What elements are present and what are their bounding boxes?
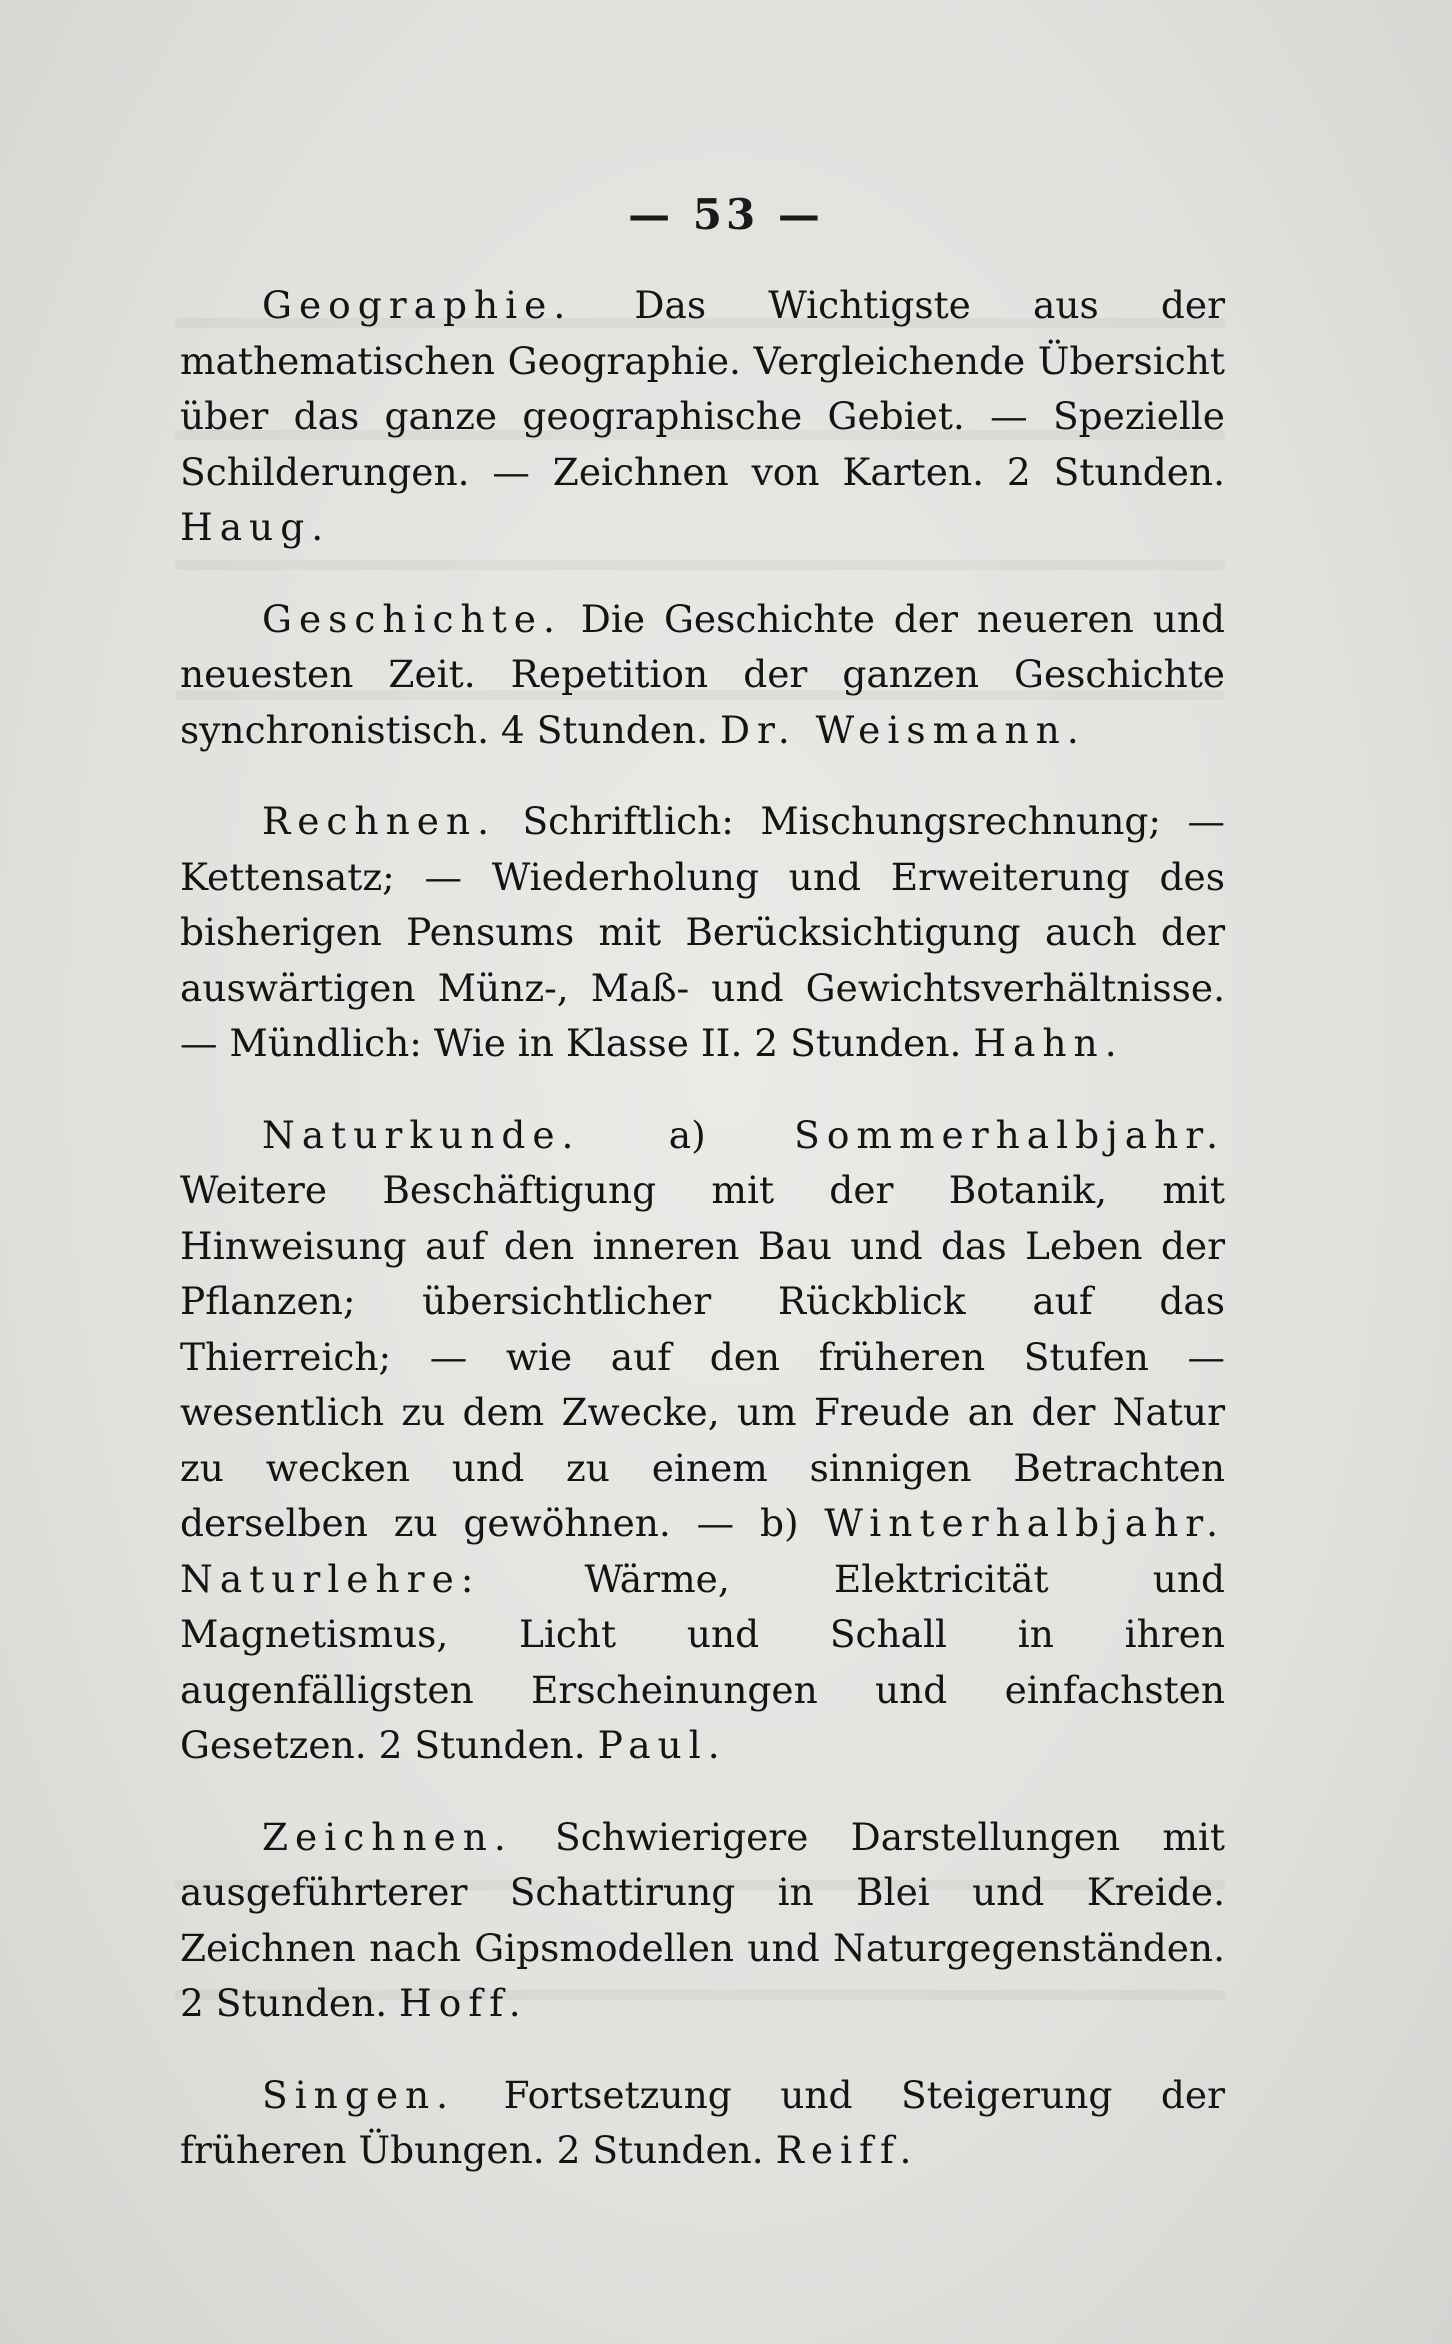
section-heading: Geschichte. xyxy=(262,596,562,641)
teacher-name: Dr. Weismann. xyxy=(719,707,1086,752)
section-rechnen xyxy=(180,794,1225,1072)
section-heading: Rechnen. xyxy=(262,799,496,843)
part-a-label: a) xyxy=(668,1112,706,1157)
teacher-name: Hoff. xyxy=(399,1981,528,2025)
section-body: Fortsetzung und Steigerung der früheren Übungen. 2 Stunden. xyxy=(180,2072,1226,2172)
part-b-body: Wärme, Elektricität und Magnetismus, Licht und Schall in ihren augenfälligsten Erscheinungen und einfachsten Gesetzen. 2 Stunden. xyxy=(180,1556,1226,1767)
teacher-name: Reiff. xyxy=(775,2128,919,2172)
page-number: — 53 — xyxy=(628,190,824,239)
section-zeichnen xyxy=(180,1810,1225,2032)
section-body: Schriftlich: Mischungsrechnung; — Kettensatz; — Wiederholung und Erweiterung des bisherigen Pensums mit Berücksichtigung auch der auswärtigen Münz-, Maß- und Gewichtsverhältnisse. — Mündlich: Wie in Klasse II. 2 Stunden. xyxy=(180,799,1225,1065)
section-singen xyxy=(180,2068,1225,2179)
teacher-name: Paul. xyxy=(597,1723,727,1767)
section-naturkunde xyxy=(180,1108,1225,1774)
section-heading: Zeichnen. xyxy=(262,1814,513,1859)
section-geographie xyxy=(180,278,1225,556)
teacher-name: Haug. xyxy=(180,505,331,549)
section-body: Die Geschichte der neueren und neuesten Zeit. Repetition der ganzen Geschichte synchronistisch. 4 Stunden. xyxy=(180,596,1225,752)
part-a-title: Sommerhalbjahr. xyxy=(794,1112,1225,1157)
text-body xyxy=(180,278,1225,2215)
section-heading: Naturkunde. xyxy=(262,1112,581,1157)
section-body: Schwierigere Darstellungen mit ausgeführterer Schattirung in Blei und Kreide. Zeichnen nach Gipsmodellen und Naturgegenständen. 2 Stunden. xyxy=(180,1814,1225,2025)
part-a-body: Weitere Beschäftigung mit der Botanik, mit Hinweisung auf den inneren Bau und das Leben der Pflanzen; übersichtlicher Rückblick auf das Thierreich; — wie auf den früheren Stufen — wesentlich zu dem Zwecke, um Freude an der Natur zu wecken und zu einem sinnigen Betrachten derselben zu gewöhnen. — xyxy=(180,1168,1225,1545)
part-b-title: Winterhalbjahr. xyxy=(824,1501,1226,1545)
part-b-label: b) xyxy=(759,1501,799,1545)
section-heading: Singen. xyxy=(262,2072,456,2117)
teacher-name: Hahn. xyxy=(973,1021,1124,1065)
section-geschichte xyxy=(180,592,1225,759)
section-heading: Geographie. xyxy=(262,283,573,327)
section-body: Das Wichtigste aus der mathematischen Geographie. Vergleichende Übersicht über das ganze geographische Gebiet. — Spezielle Schilderungen. — Zeichnen von Karten. 2 Stunden. xyxy=(180,283,1225,494)
part-b-subtitle: Naturlehre: xyxy=(180,1556,481,1601)
